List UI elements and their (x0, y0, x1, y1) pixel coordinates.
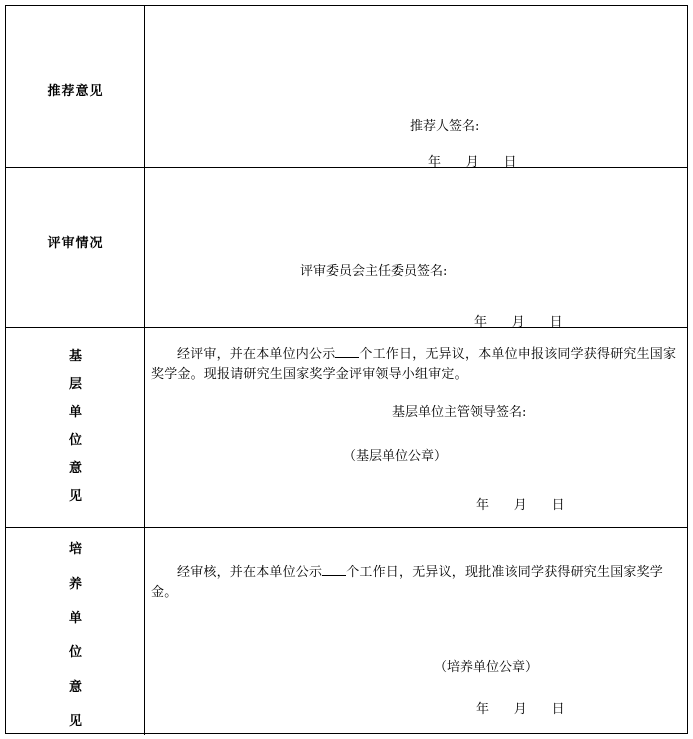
review-label-cell (6, 168, 145, 327)
workdays-blank (335, 345, 359, 358)
training-label-char: 培 (68, 542, 82, 557)
department-seal-label: （基层单位公章） (343, 449, 448, 464)
department-opinion-text (151, 345, 683, 385)
training-opinion-text (151, 563, 683, 603)
department-label-char: 意 (68, 461, 82, 476)
department-content-cell (145, 328, 687, 527)
department-label-cell (6, 328, 145, 527)
training-unit-seal-label: （培养单位公章） (434, 660, 539, 675)
training-label-char: 单 (68, 611, 82, 626)
workdays-blank (322, 563, 346, 576)
department-text-part2: 个工作日，无异议，本单位申报该同学获得研究生国家奖学金。现报请研究生国家奖学金评审领导小组审定。 (151, 347, 677, 382)
department-text-part1: 经评审，并在本单位内公示 (177, 347, 336, 362)
training-label-char: 见 (68, 714, 82, 729)
training-content-cell (145, 528, 687, 735)
training-text-part2: 个工作日，无异议，现批准该同学获得研究生国家奖学金。 (151, 565, 664, 600)
training-unit-opinion-row (6, 528, 687, 735)
training-text-part1: 经审核，并在本单位公示 (177, 565, 323, 580)
review-content-cell (145, 168, 687, 330)
training-label-char: 养 (68, 577, 82, 592)
department-label-char: 见 (68, 489, 82, 504)
department-label-char: 基 (68, 349, 82, 364)
department-date: 年 月 日 (476, 498, 565, 513)
department-leader-signature-label: 基层单位主管领导签名: (392, 405, 527, 420)
training-unit-date: 年 月 日 (476, 702, 565, 717)
review-date: 年 月 日 (474, 315, 563, 330)
training-label-char: 意 (68, 680, 82, 695)
committee-chair-signature-label: 评审委员会主任委员签名: (300, 264, 448, 279)
training-label-char: 位 (68, 645, 82, 660)
recommendation-content-cell (145, 6, 687, 170)
department-label-char: 单 (68, 405, 82, 420)
department-label-char: 位 (68, 433, 82, 448)
recommender-signature-label: 推荐人签名: (410, 119, 480, 134)
recommendation-date: 年 月 日 (428, 155, 517, 170)
award-approval-form (5, 5, 688, 734)
review-label: 评审情况 (47, 236, 104, 251)
training-label-cell (6, 528, 145, 735)
department-label-char: 层 (68, 377, 82, 392)
recommendation-label: 推荐意见 (47, 84, 104, 99)
review-row (6, 168, 687, 328)
department-opinion-row (6, 328, 687, 528)
recommendation-row (6, 6, 687, 168)
recommendation-label-cell (6, 6, 145, 167)
